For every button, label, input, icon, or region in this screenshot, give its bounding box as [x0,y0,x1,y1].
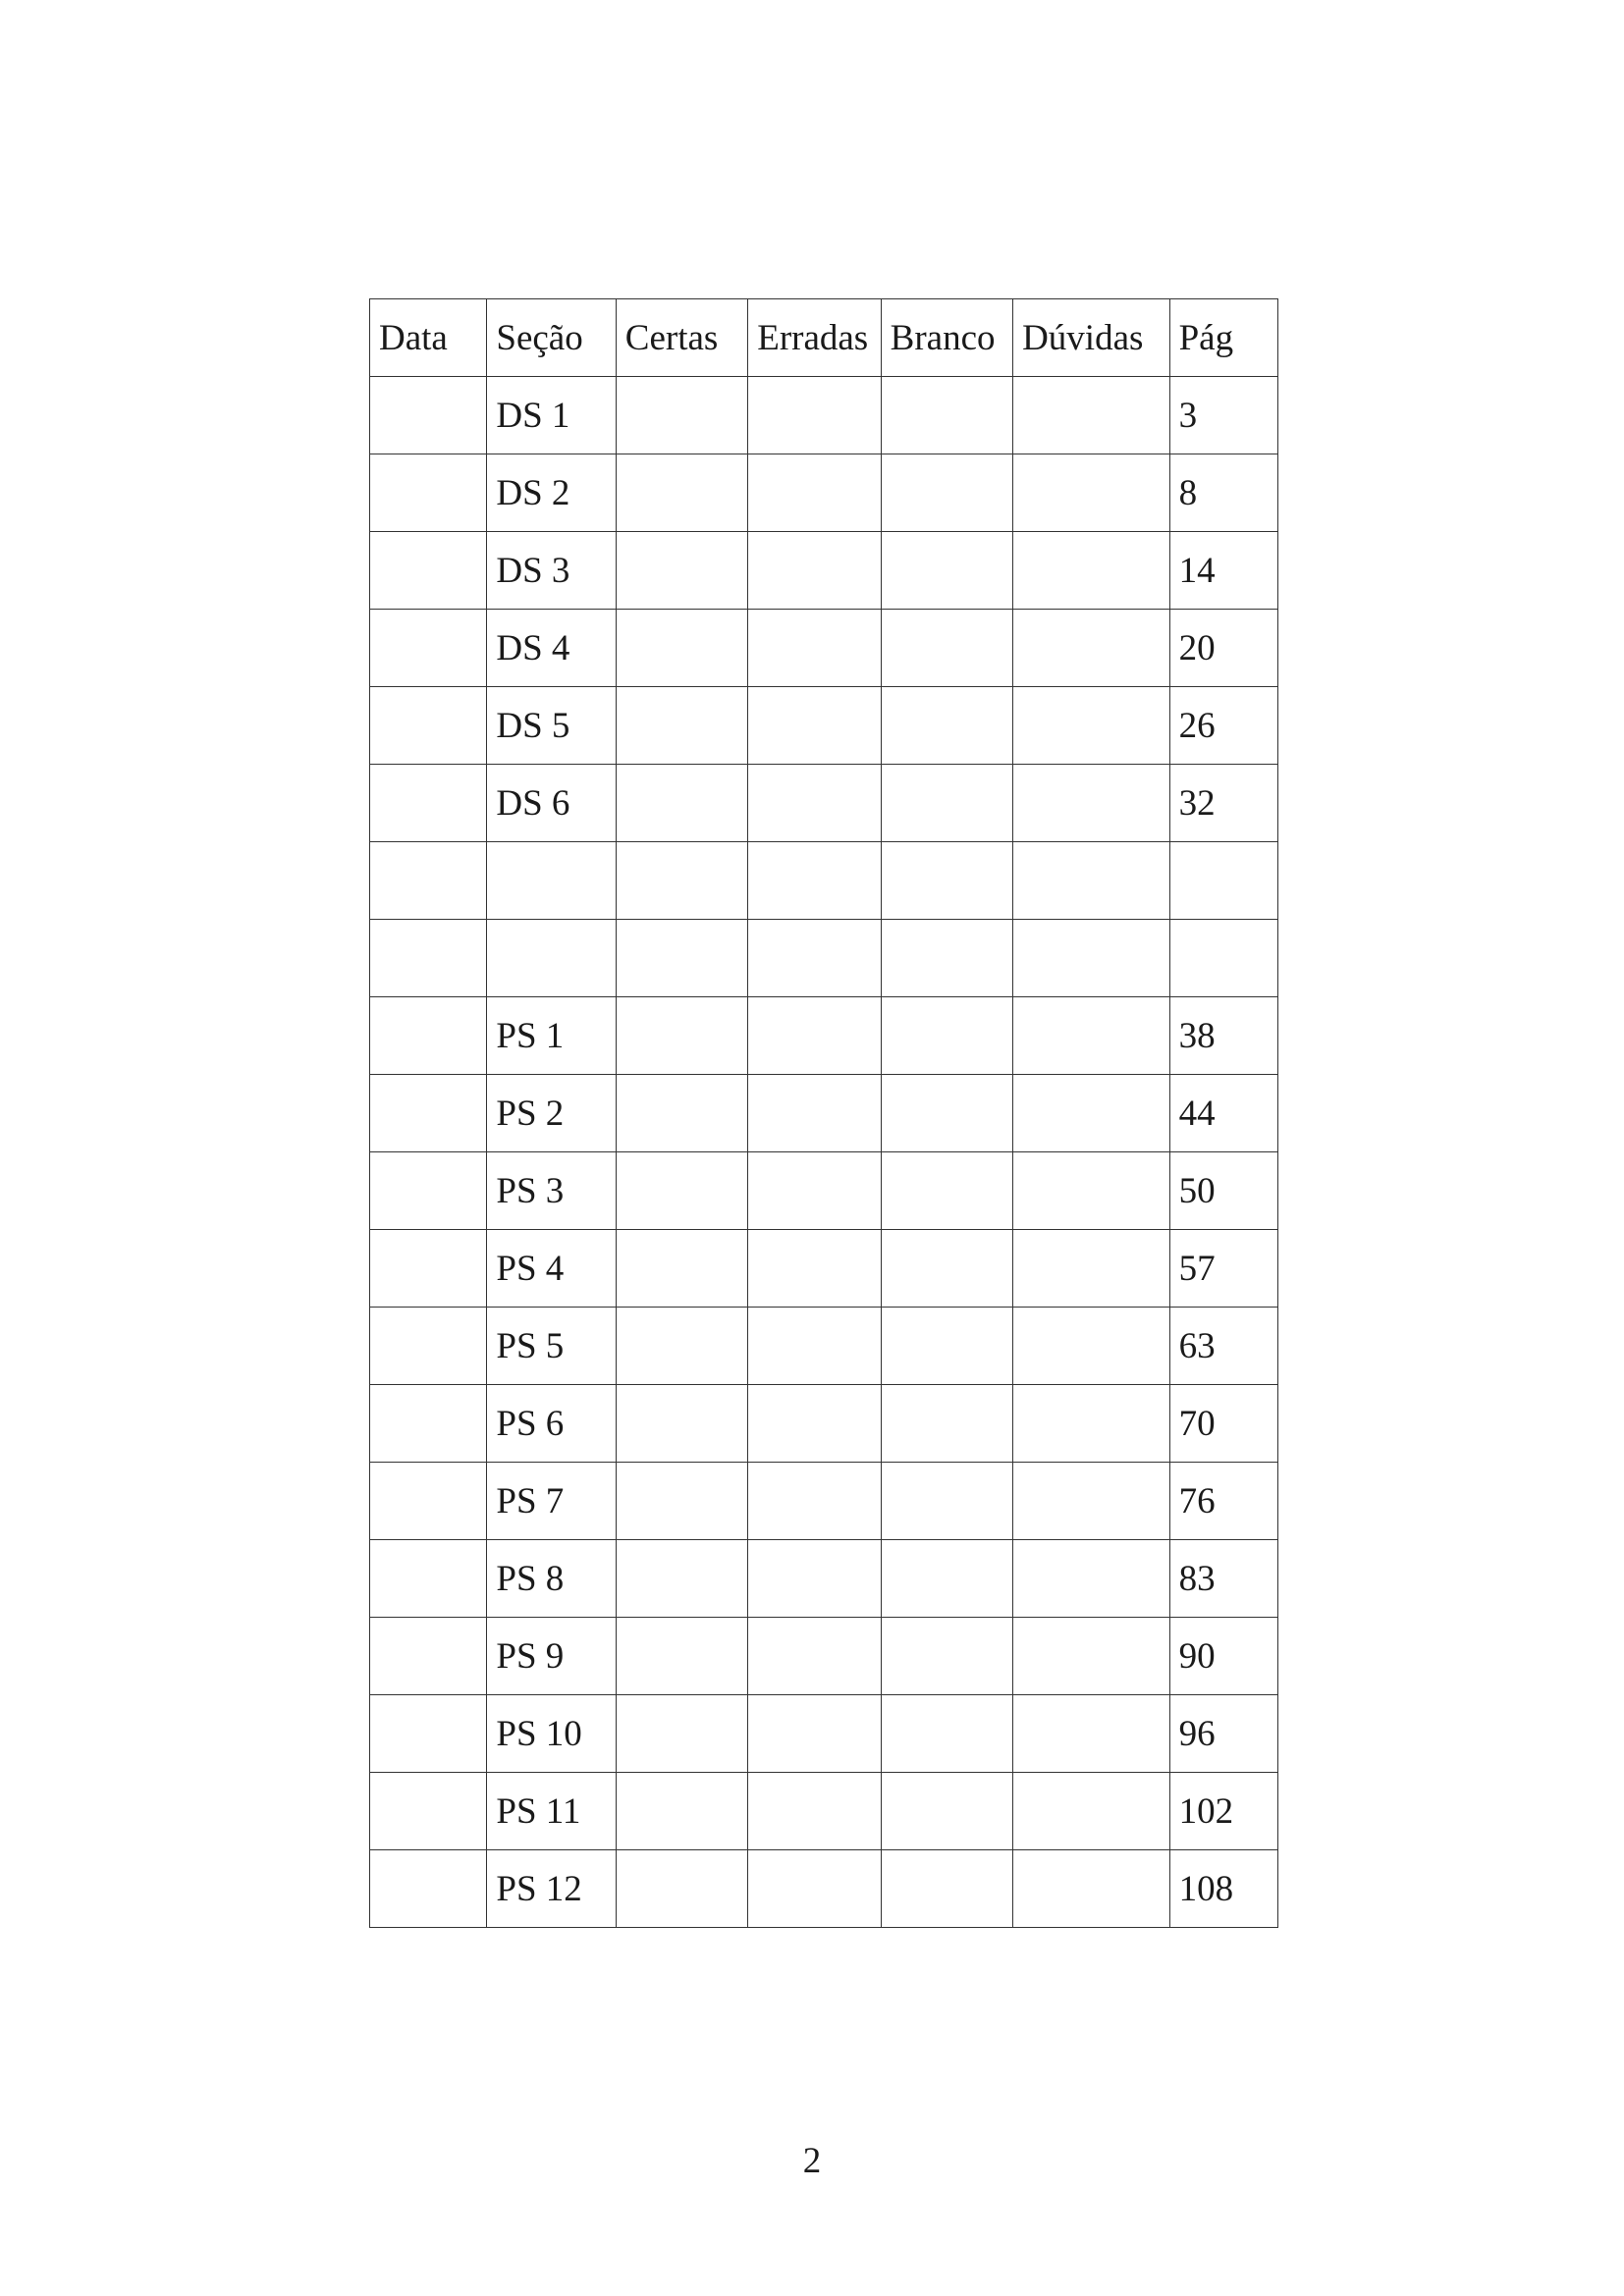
cell-branco [881,1850,1012,1928]
table-row [370,997,1278,1075]
cell-secao: PS 11 [487,1773,616,1850]
cell-data [370,1773,487,1850]
cell-pag: 14 [1169,532,1277,610]
cell-erradas [748,920,881,997]
table-row [370,1695,1278,1773]
table-row [370,1152,1278,1230]
cell-branco [881,1152,1012,1230]
cell-pag: 76 [1169,1463,1277,1540]
cell-erradas [748,1540,881,1618]
cell-erradas [748,377,881,454]
cell-secao: PS 8 [487,1540,616,1618]
cell-certas [616,454,747,532]
cell-certas [616,1463,747,1540]
cell-certas [616,377,747,454]
table-row [370,454,1278,532]
cell-data [370,1540,487,1618]
cell-branco [881,454,1012,532]
header-pag: Pág [1169,299,1277,377]
cell-data [370,1385,487,1463]
cell-secao: PS 1 [487,997,616,1075]
cell-erradas [748,532,881,610]
cell-secao: PS 7 [487,1463,616,1540]
cell-secao: DS 6 [487,765,616,842]
cell-branco [881,765,1012,842]
cell-branco [881,687,1012,765]
cell-pag: 96 [1169,1695,1277,1773]
cell-erradas [748,454,881,532]
cell-secao: PS 10 [487,1695,616,1773]
cell-certas [616,842,747,920]
table-body [370,377,1278,1928]
cell-duvidas [1013,765,1170,842]
cell-branco [881,1540,1012,1618]
cell-erradas [748,997,881,1075]
page-number: 2 [802,2141,822,2181]
header-row [370,299,1278,377]
cell-data [370,454,487,532]
cell-erradas [748,1152,881,1230]
cell-pag: 57 [1169,1230,1277,1308]
cell-pag: 3 [1169,377,1277,454]
cell-pag: 90 [1169,1618,1277,1695]
cell-data [370,1463,487,1540]
cell-duvidas [1013,377,1170,454]
cell-data [370,377,487,454]
cell-pag: 83 [1169,1540,1277,1618]
cell-data [370,1152,487,1230]
cell-branco [881,377,1012,454]
cell-secao: PS 4 [487,1230,616,1308]
cell-certas [616,1308,747,1385]
cell-pag: 102 [1169,1773,1277,1850]
table-row [370,1385,1278,1463]
cell-secao [487,920,616,997]
header-secao: Seção [487,299,616,377]
header-erradas: Erradas [748,299,881,377]
cell-data [370,687,487,765]
cell-data [370,1308,487,1385]
cell-data [370,765,487,842]
cell-erradas [748,842,881,920]
cell-certas [616,532,747,610]
cell-pag [1169,842,1277,920]
cell-duvidas [1013,997,1170,1075]
cell-pag: 70 [1169,1385,1277,1463]
cell-data [370,610,487,687]
cell-data [370,1618,487,1695]
cell-duvidas [1013,1773,1170,1850]
cell-certas [616,1695,747,1773]
cell-pag: 50 [1169,1152,1277,1230]
cell-branco [881,610,1012,687]
cell-data [370,920,487,997]
cell-duvidas [1013,532,1170,610]
cell-duvidas [1013,687,1170,765]
cell-secao: PS 2 [487,1075,616,1152]
table-row [370,687,1278,765]
cell-secao: PS 5 [487,1308,616,1385]
table-header [370,299,1278,377]
cell-branco [881,1773,1012,1850]
cell-pag: 38 [1169,997,1277,1075]
cell-duvidas [1013,610,1170,687]
cell-secao: PS 6 [487,1385,616,1463]
cell-certas [616,920,747,997]
cell-secao: DS 2 [487,454,616,532]
table-row [370,1230,1278,1308]
cell-certas [616,1850,747,1928]
cell-secao: PS 12 [487,1850,616,1928]
cell-data [370,532,487,610]
cell-erradas [748,1075,881,1152]
cell-erradas [748,1618,881,1695]
cell-erradas [748,1773,881,1850]
table-row [370,842,1278,920]
cell-certas [616,997,747,1075]
cell-duvidas [1013,1463,1170,1540]
cell-branco [881,1075,1012,1152]
cell-certas [616,687,747,765]
cell-branco [881,920,1012,997]
cell-secao: PS 3 [487,1152,616,1230]
table-row [370,610,1278,687]
cell-data [370,1230,487,1308]
cell-pag: 108 [1169,1850,1277,1928]
cell-erradas [748,1463,881,1540]
cell-secao [487,842,616,920]
cell-certas [616,1618,747,1695]
cell-duvidas [1013,1540,1170,1618]
cell-branco [881,1618,1012,1695]
table-row [370,532,1278,610]
cell-erradas [748,1230,881,1308]
cell-secao: DS 3 [487,532,616,610]
cell-certas [616,1773,747,1850]
cell-data [370,997,487,1075]
cell-duvidas [1013,1618,1170,1695]
table-row [370,1850,1278,1928]
cell-certas [616,1540,747,1618]
cell-duvidas [1013,454,1170,532]
cell-pag: 32 [1169,765,1277,842]
cell-pag: 20 [1169,610,1277,687]
cell-data [370,842,487,920]
cell-data [370,1695,487,1773]
cell-duvidas [1013,1230,1170,1308]
cell-secao: PS 9 [487,1618,616,1695]
cell-pag: 8 [1169,454,1277,532]
cell-branco [881,997,1012,1075]
table-row [370,1618,1278,1695]
cell-branco [881,532,1012,610]
table-row [370,1540,1278,1618]
cell-pag: 63 [1169,1308,1277,1385]
cell-duvidas [1013,1152,1170,1230]
cell-pag [1169,920,1277,997]
table-row [370,765,1278,842]
cell-erradas [748,765,881,842]
cell-branco [881,1385,1012,1463]
cell-certas [616,1385,747,1463]
study-tracker-table [369,298,1278,1928]
cell-branco [881,1463,1012,1540]
cell-certas [616,1075,747,1152]
cell-certas [616,1230,747,1308]
cell-duvidas [1013,1850,1170,1928]
cell-secao: DS 1 [487,377,616,454]
cell-erradas [748,1850,881,1928]
cell-erradas [748,1695,881,1773]
cell-data [370,1850,487,1928]
cell-secao: DS 4 [487,610,616,687]
table-row [370,1463,1278,1540]
cell-duvidas [1013,1385,1170,1463]
cell-secao: DS 5 [487,687,616,765]
header-duvidas: Dúvidas [1013,299,1170,377]
cell-erradas [748,1385,881,1463]
cell-pag: 26 [1169,687,1277,765]
cell-certas [616,610,747,687]
header-certas: Certas [616,299,747,377]
cell-branco [881,842,1012,920]
table-row [370,377,1278,454]
header-branco: Branco [881,299,1012,377]
cell-branco [881,1308,1012,1385]
cell-erradas [748,687,881,765]
table-row [370,1075,1278,1152]
table-row [370,1308,1278,1385]
cell-branco [881,1695,1012,1773]
cell-duvidas [1013,1308,1170,1385]
header-data: Data [370,299,487,377]
cell-duvidas [1013,1695,1170,1773]
cell-duvidas [1013,1075,1170,1152]
table-row [370,1773,1278,1850]
cell-certas [616,765,747,842]
cell-branco [881,1230,1012,1308]
cell-duvidas [1013,920,1170,997]
cell-erradas [748,1308,881,1385]
cell-duvidas [1013,842,1170,920]
cell-erradas [748,610,881,687]
cell-data [370,1075,487,1152]
table-row [370,920,1278,997]
cell-certas [616,1152,747,1230]
cell-pag: 44 [1169,1075,1277,1152]
